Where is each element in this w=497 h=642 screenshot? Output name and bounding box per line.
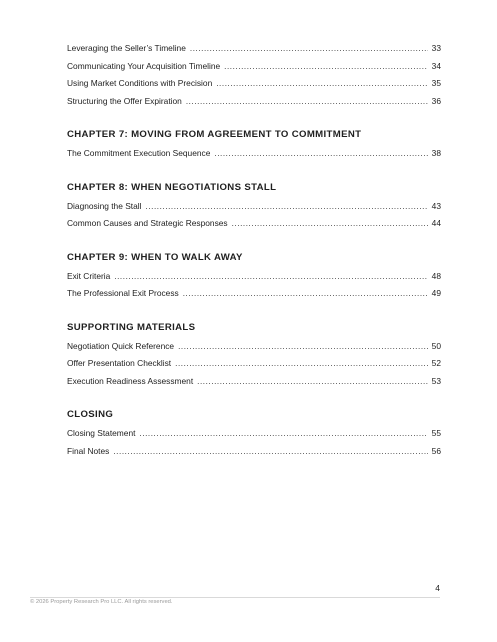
toc-entry-title: Structuring the Offer Expiration: [67, 95, 182, 106]
toc-entry-page: 48: [431, 270, 441, 281]
toc-entry-page: 49: [431, 288, 441, 298]
toc-entry-page: 52: [431, 358, 441, 368]
toc-entry-title: Negotiation Quick Reference: [67, 340, 175, 351]
toc-entry-page: 38: [431, 148, 441, 158]
table-of-contents: [67, 40, 441, 460]
toc-entry[interactable]: [67, 425, 441, 443]
toc-entry-title: Exit Criteria: [67, 270, 111, 281]
toc-entry-title: Leveraging the Seller’s Timeline: [67, 43, 186, 53]
toc-entry-title: Communicating Your Acquisition Timeline: [67, 60, 221, 71]
supporting-materials-heading: SUPPORTING MATERIALS: [67, 321, 196, 333]
chapter-8-section: [67, 178, 441, 233]
toc-entry-title: The Professional Exit Process: [67, 288, 179, 298]
toc-entry[interactable]: [67, 285, 441, 303]
toc-entry[interactable]: [67, 215, 441, 233]
dot-leader: [232, 215, 428, 233]
dot-leader: [175, 355, 428, 373]
toc-entry-page: 35: [431, 78, 441, 88]
toc-entry-title: Execution Readiness Assessment: [67, 375, 194, 386]
dot-leader: [139, 425, 428, 443]
toc-entry[interactable]: [67, 355, 441, 373]
chapter-7-section: [67, 125, 441, 163]
toc-entry[interactable]: [67, 145, 441, 163]
dot-leader: [114, 268, 428, 286]
toc-entry[interactable]: [67, 40, 441, 58]
footer-divider: [30, 597, 440, 598]
toc-entry-page: 56: [431, 445, 441, 456]
chapter-9-heading: CHAPTER 9: WHEN TO WALK AWAY: [67, 251, 243, 263]
dot-leader: [186, 93, 428, 111]
dot-leader: [224, 58, 428, 76]
toc-entry-title: Offer Presentation Checklist: [67, 358, 172, 368]
toc-entry-page: 33: [431, 43, 441, 53]
toc-entry-page: 36: [431, 95, 441, 106]
toc-entry[interactable]: [67, 93, 441, 111]
dot-leader: [113, 443, 428, 461]
toc-entry-title: The Commitment Execution Sequence: [67, 148, 211, 158]
toc-entry-page: 50: [431, 340, 441, 351]
chapter-9-section: [67, 248, 441, 303]
toc-entry[interactable]: [67, 443, 441, 461]
chapter-8-heading: CHAPTER 8: WHEN NEGOTIATIONS STALL: [67, 181, 277, 193]
toc-entry-title: Diagnosing the Stall: [67, 200, 142, 211]
dot-leader: [183, 285, 428, 303]
closing-heading: CLOSING: [67, 409, 114, 420]
toc-entry-title: Final Notes: [67, 445, 110, 456]
dot-leader: [197, 373, 428, 391]
page-number: 4: [435, 583, 440, 593]
toc-entry-page: 44: [431, 218, 441, 228]
toc-entry-title: Using Market Conditions with Precision: [67, 78, 213, 88]
toc-entry-title: Common Causes and Strategic Responses: [67, 218, 228, 228]
toc-entry-page: 55: [431, 428, 441, 438]
toc-entry-page: 53: [431, 375, 441, 386]
toc-continued-section: [67, 40, 441, 110]
closing-section: [67, 405, 441, 460]
dot-leader: [190, 40, 428, 58]
toc-entry-page: 43: [431, 200, 441, 211]
dot-leader: [214, 145, 428, 163]
toc-entry[interactable]: [67, 75, 441, 93]
dot-leader: [146, 198, 429, 216]
toc-entry[interactable]: [67, 373, 441, 391]
toc-entry[interactable]: [67, 198, 441, 216]
supporting-materials-section: [67, 318, 441, 391]
toc-entry-title: Closing Statement: [67, 428, 136, 438]
chapter-7-heading: CHAPTER 7: MOVING FROM AGREEMENT TO COMMITMENT: [67, 129, 362, 140]
dot-leader: [216, 75, 428, 93]
dot-leader: [178, 338, 428, 356]
toc-entry[interactable]: [67, 58, 441, 76]
toc-entry-page: 34: [431, 60, 441, 71]
copyright-notice: © 2026 Property Research Pro LLC. All rights reserved.: [30, 599, 173, 605]
toc-entry[interactable]: [67, 338, 441, 356]
toc-entry[interactable]: [67, 268, 441, 286]
